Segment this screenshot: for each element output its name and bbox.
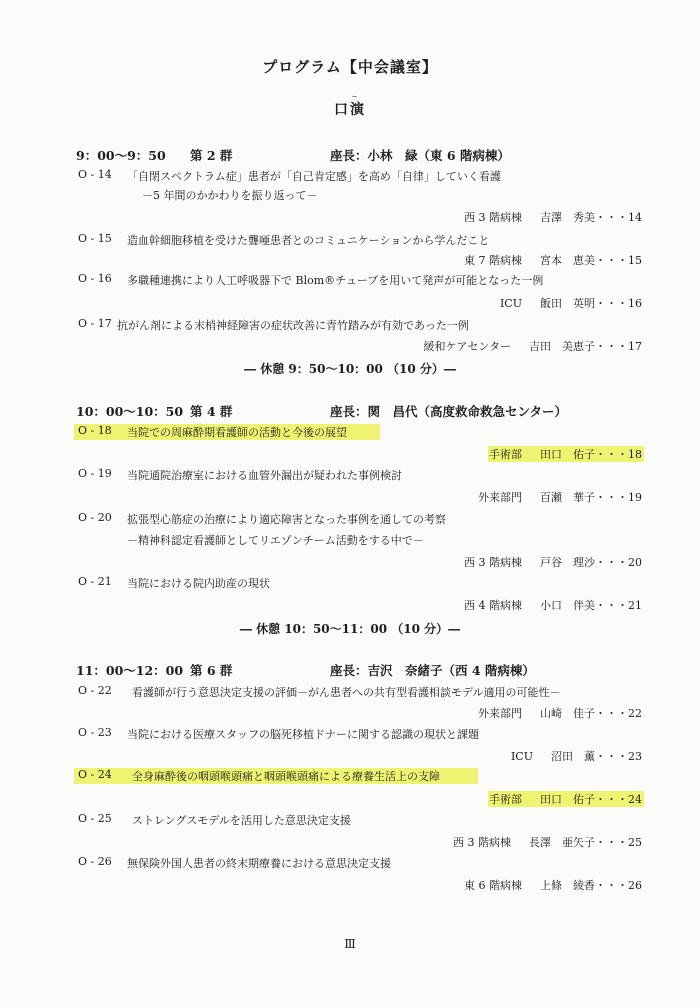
presenter-dept: 東 7 階病棟 (464, 254, 522, 267)
presentation-title (0, 272, 700, 290)
presenter (500, 295, 642, 313)
presenter (478, 705, 642, 723)
presentation-title (0, 812, 700, 830)
page-number: Ⅲ (344, 937, 356, 951)
presenter (464, 877, 642, 895)
presenter-dept: 外来部門 (478, 491, 522, 504)
session-header (76, 146, 656, 164)
presenter-dept: 西 3 階病棟 (464, 556, 522, 569)
session-group: 第 4 群 (190, 404, 233, 419)
presenter-dept: ICU (499, 297, 522, 310)
presentation-number: O - 24 (78, 768, 112, 781)
presenter-dept: ICU (510, 750, 533, 763)
presenter-name: 田口 佑子・・・18 (540, 448, 642, 461)
session-time: 9：00～9：50 (76, 148, 166, 163)
presentation-title (0, 726, 700, 744)
presentation-title-line: 無保険外国人患者の終末期療養における意思決定支援 (127, 857, 391, 870)
presenter-name: 吉澤 秀美・・・14 (540, 211, 642, 224)
presentation-title-line: 造血幹細胞移植を受けた聾唖患者とのコミュニケーションから学んだこと (127, 234, 490, 247)
session-header (76, 402, 656, 420)
presentation-title (0, 511, 700, 529)
presentation-title (0, 768, 700, 786)
presentation-title-line: 抗がん剤による末梢神経障害の症状改善に青竹踏みが有効であった一例 (117, 319, 469, 332)
presentation-title-line: ストレングスモデルを活用した意思決定支援 (132, 814, 351, 827)
presenter (511, 748, 642, 766)
presenter (464, 554, 642, 572)
presenter-name: 宮本 恵美・・・15 (540, 254, 642, 267)
presentation-title (0, 232, 700, 250)
presentation-number: O - 25 (78, 812, 112, 825)
presentation-title-line: 当院における院内助産の現状 (127, 577, 270, 590)
presentation-title (0, 575, 700, 593)
presenter (489, 446, 642, 464)
presenter-name: 百瀬 華子・・・19 (540, 491, 642, 504)
presentation-number: O - 14 (78, 168, 112, 181)
session-time: 11：00～12：00 (76, 663, 184, 678)
presenter-dept: 西 4 階病棟 (464, 599, 522, 612)
session-chair: 座長：吉沢 奈緒子（西 4 階病棟） (330, 663, 535, 678)
presentation-title (0, 168, 700, 186)
presentation-title (0, 317, 700, 335)
presentation-title-line: 看護師が行う意思決定支援の評価－がん患者への共有型看護相談モデル適用の可能性－ (132, 686, 561, 699)
presenter-dept: 手術部 (489, 448, 522, 461)
presentation-number: O - 22 (78, 684, 112, 697)
presentation-title-line: 全身麻酔後の咽頭喉頭痛と咽頭喉頭痛による療養生活上の支障 (132, 770, 440, 783)
presentation-title-line: 「自閉スペクトラム症」患者が「自己肯定感」を高め「自律」していく看護 (127, 170, 501, 183)
presenter (453, 834, 642, 852)
session-group: 第 6 群 (190, 663, 233, 678)
presenter-dept: 東 6 階病棟 (464, 879, 522, 892)
presentation-number: O - 15 (78, 232, 112, 245)
break-notice: ― 休憩 9：50～10：00 （10 分）― (244, 362, 456, 376)
presentation-number: O - 16 (78, 272, 112, 285)
session-header (76, 661, 656, 679)
session-time: 10：00～10：50 (76, 404, 184, 419)
presentation-subtitle (0, 187, 700, 205)
presentation-number: O - 23 (78, 726, 112, 739)
session-chair: 座長：関 昌代（高度救命救急センター） (330, 404, 568, 419)
session-chair: 座長：小林 緑（東 6 階病棟） (330, 148, 510, 163)
page-title: プログラム【中会議室】 (262, 58, 438, 76)
presenter-name: 吉田 美恵子・・・17 (529, 340, 642, 353)
presentation-title (0, 855, 700, 873)
presenter (424, 338, 642, 356)
presenter-name: 上條 綾香・・・26 (540, 879, 642, 892)
session-group: 第 2 群 (190, 148, 233, 163)
presentation-number: O - 21 (78, 575, 112, 588)
presentation-number: O - 17 (78, 317, 112, 330)
presenter (464, 597, 642, 615)
presentation-number: O - 18 (78, 424, 112, 437)
presentation-title-line: 多職種連携により人工呼吸器下で Blom®チューブを用いて発声が可能となった一例 (127, 274, 544, 287)
presenter (464, 252, 642, 270)
presentation-title-line: 拡張型心筋症の治療により適応障害となった事例を通しての考察 (127, 513, 446, 526)
presenter-dept: 西 3 階病棟 (453, 836, 511, 849)
presenter-name: 沼田 薫・・・23 (551, 750, 642, 763)
presenter (478, 489, 642, 507)
presentation-subtitle (0, 532, 700, 550)
presenter-name: 田口 佑子・・・24 (540, 793, 642, 806)
presentation-title-line: 当院での周麻酔期看護師の活動と今後の展望 (127, 426, 347, 439)
presenter-name: 長澤 亜矢子・・・25 (529, 836, 642, 849)
presentation-title (0, 684, 700, 702)
presenter-dept: 緩和ケアセンター (423, 340, 511, 353)
presentation-title (0, 467, 700, 485)
presenter-dept: 手術部 (489, 793, 522, 806)
presentation-title (0, 424, 700, 442)
presentation-number: O - 19 (78, 467, 112, 480)
presentation-number: O - 26 (78, 855, 112, 868)
presenter (489, 791, 642, 809)
presentation-title-line: 当院通院治療室における血管外漏出が疑われた事例検討 (127, 469, 402, 482)
presentation-number: O - 20 (78, 511, 112, 524)
presenter-name: 小口 伴美・・・21 (540, 599, 642, 612)
presentation-title-line: －5 年間のかかわりを振り返って－ (142, 189, 318, 202)
presenter-name: 戸谷 理沙・・・20 (540, 556, 642, 569)
break-notice: ― 休憩 10：50～11：00 （10 分）― (239, 622, 461, 636)
presenter-name: 飯田 英明・・・16 (540, 297, 642, 310)
page-subtitle: 口演 (334, 102, 366, 118)
presenter-dept: 外来部門 (478, 707, 522, 720)
presentation-title-line: －精神科認定看護師としてリエゾンチーム活動をする中で－ (127, 534, 424, 547)
presenter-dept: 西 3 階病棟 (464, 211, 522, 224)
presenter-name: 山崎 佳子・・・22 (540, 707, 642, 720)
presentation-title-line: 当院における医療スタッフの脳死移植ドナーに関する認識の現状と課題 (127, 728, 479, 741)
presenter (464, 209, 642, 227)
scan-mark: ｰ (352, 92, 357, 103)
